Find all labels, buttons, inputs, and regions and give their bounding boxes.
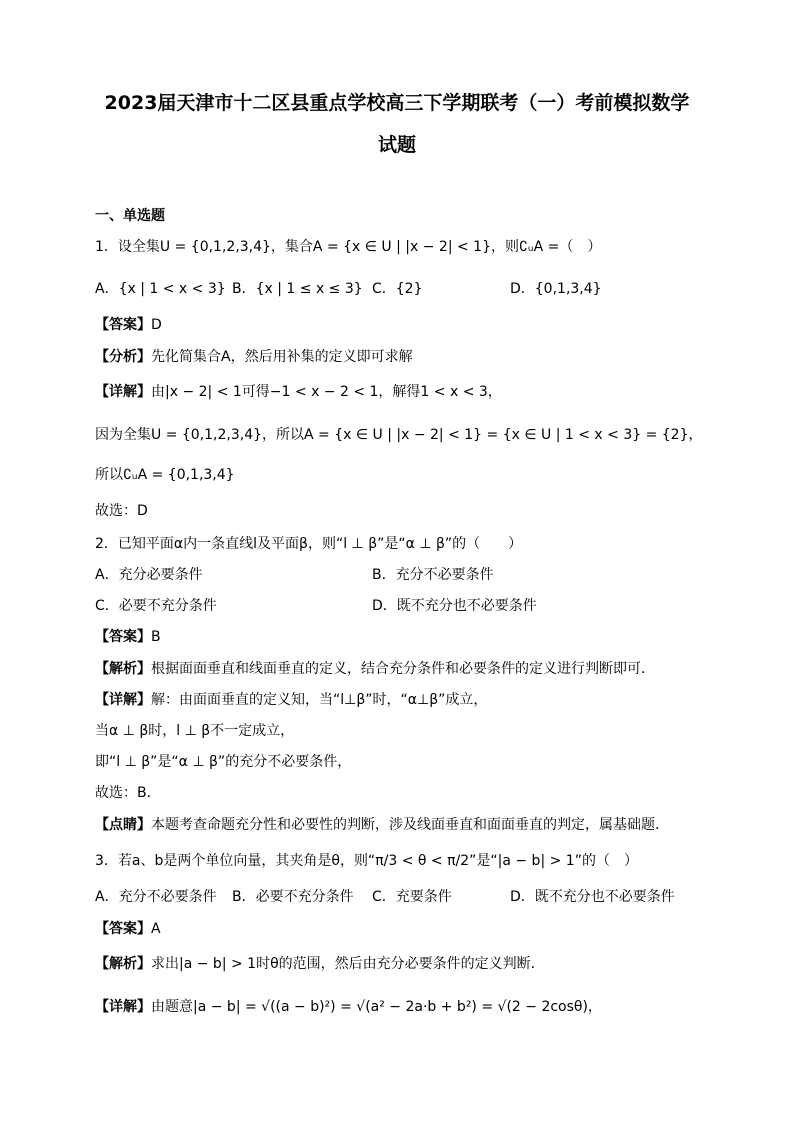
q1-analysis-row	[95, 346, 413, 366]
q3-answer-tag: 【答案】	[95, 921, 151, 937]
q1-answer: D	[151, 317, 162, 333]
q1-analysis-tag: 【分析】	[95, 349, 151, 365]
q1-detail-tag: 【详解】	[95, 384, 151, 400]
q1-option-a: A．{x | 1 < x < 3}	[95, 281, 226, 297]
q3-answer-row	[95, 918, 161, 938]
page-title-line2: 试题	[377, 134, 416, 156]
q3-detail-row	[95, 996, 602, 1016]
q2-stem: 2．已知平面α内一条直线l及平面β，则“l ⊥ β”是“α ⊥ β”的（ ）	[95, 536, 523, 552]
q2-choose: 故选：B．	[95, 785, 161, 801]
q1-choose: 故选：D	[95, 503, 148, 519]
q2-detail-tag: 【详解】	[95, 692, 151, 708]
q3-option-d: D．既不充分也不必要条件	[510, 889, 675, 905]
q2-detail-1: 解：由面面垂直的定义知，当“l⊥β”时，“α⊥β”成立，	[151, 692, 488, 708]
q3-option-c: C．充要条件	[372, 889, 452, 905]
q2-analysis: 根据面面垂直和线面垂直的定义，结合充分条件和必要条件的定义进行判断即可．	[151, 661, 655, 677]
q2-comment: 本题考查命题充分性和必要性的判断，涉及线面垂直和面面垂直的判定，属基础题．	[151, 817, 669, 833]
q1-detail-3: 所以∁ᵤA = {0,1,3,4}	[95, 467, 235, 483]
page-title-line1: 2023届天津市十二区县重点学校高三下学期联考（一）考前模拟数学	[104, 92, 690, 114]
q2-option-a: A．充分必要条件	[95, 567, 203, 583]
q1-option-b: B．{x | 1 ≤ x ≤ 3}	[232, 281, 363, 297]
q3-analysis-row	[95, 953, 545, 973]
q2-analysis-tag: 【解析】	[95, 661, 151, 677]
q1-detail-2: 因为全集U = {0,1,2,3,4}，所以A = {x ∈ U | |x − 2| < 1} = {x ∈ U | 1 < x < 3} = {2}，	[95, 427, 703, 443]
q3-analysis-tag: 【解析】	[95, 956, 151, 972]
q3-analysis: 求出|a − b| > 1时θ的范围，然后由充分必要条件的定义判断．	[151, 956, 545, 972]
q2-analysis-row	[95, 658, 655, 678]
q2-detail-3: 即“l ⊥ β”是“α ⊥ β”的充分不必要条件，	[95, 754, 352, 770]
q2-answer-tag: 【答案】	[95, 629, 151, 645]
q1-stem: 1．设全集U = {0,1,2,3,4}，集合A = {x ∈ U | |x − 2| < 1}，则∁ᵤA =（ ）	[95, 239, 602, 255]
q1-option-d: D．{0,1,3,4}	[510, 281, 602, 297]
q1-detail-1: 由|x − 2| < 1可得−1 < x − 2 < 1，解得1 < x < 3，	[151, 384, 502, 400]
q1-option-c: C．{2}	[372, 281, 423, 297]
q2-option-b: B．充分不必要条件	[372, 567, 494, 583]
q2-answer-row	[95, 626, 161, 646]
section-heading: 一、单选题	[95, 208, 165, 224]
q2-comment-tag: 【点睛】	[95, 817, 151, 833]
q2-comment-row	[95, 814, 669, 834]
q1-detail-row	[95, 381, 502, 401]
q3-detail-tag: 【详解】	[95, 999, 151, 1015]
q2-option-c: C．必要不充分条件	[95, 598, 217, 614]
q1-answer-row	[95, 314, 162, 334]
q2-answer: B	[151, 629, 161, 645]
q3-option-a: A．充分不必要条件	[95, 889, 217, 905]
q3-stem: 3．若a、b是两个单位向量，其夹角是θ，则“π/3 < θ < π/2”是“|a − b| > 1”的（ ）	[95, 853, 638, 869]
q1-analysis: 先化简集合A，然后用补集的定义即可求解	[151, 349, 413, 365]
q2-option-d: D．既不充分也不必要条件	[372, 598, 537, 614]
q3-answer: A	[151, 921, 161, 937]
q2-detail-2: 当α ⊥ β时，l ⊥ β不一定成立，	[95, 723, 295, 739]
q2-detail-row	[95, 689, 487, 709]
q3-option-b: B．必要不充分条件	[232, 889, 354, 905]
q1-answer-tag: 【答案】	[95, 317, 151, 333]
q3-detail-1: 由题意|a − b| = √((a − b)²) = √(a² − 2a·b + b²) = √(2 − 2cosθ)，	[151, 999, 602, 1015]
